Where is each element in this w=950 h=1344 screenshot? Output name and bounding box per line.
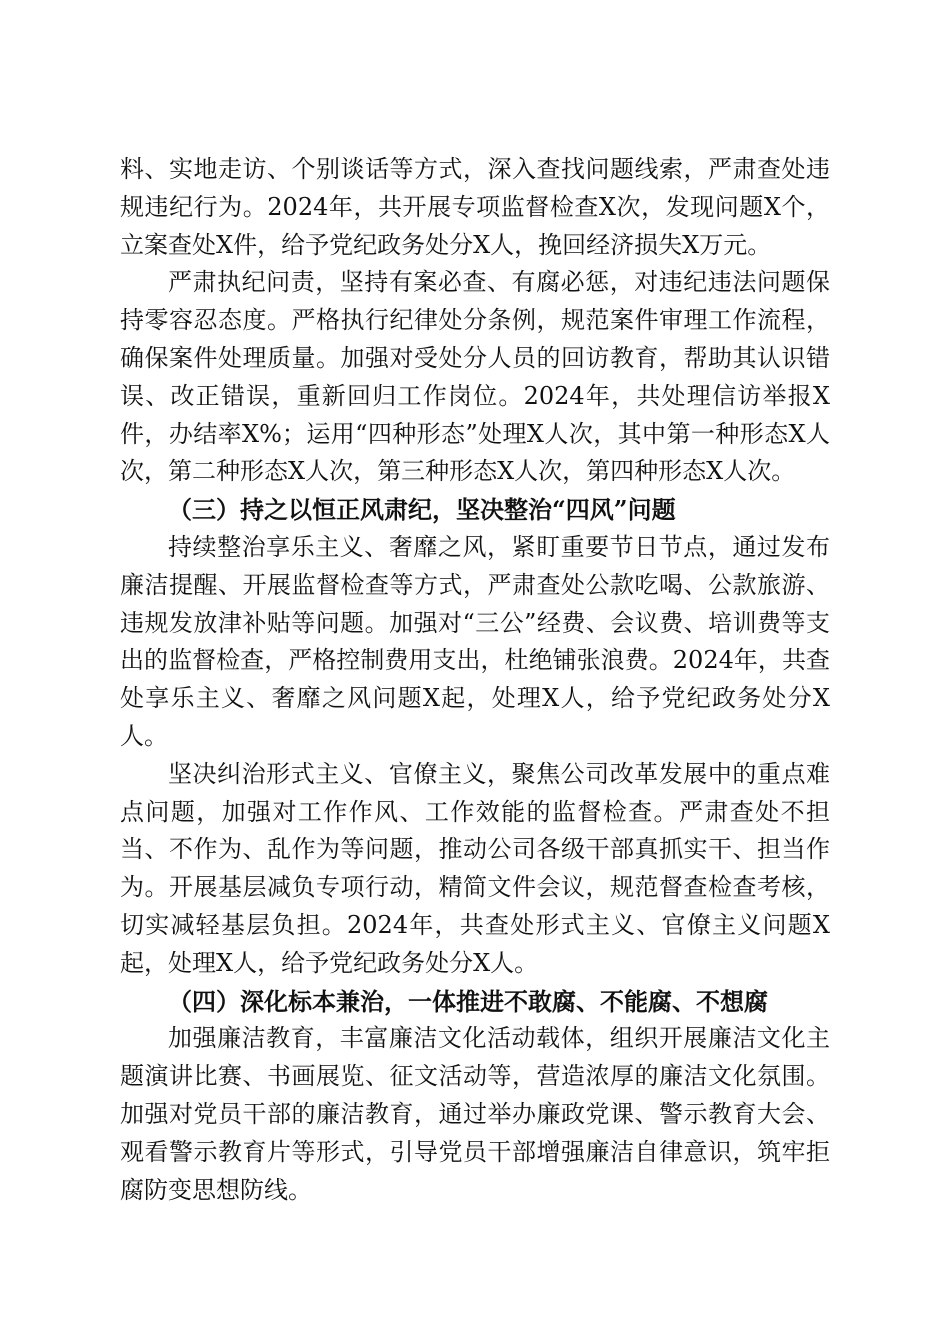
- paragraph-integrity-education: 加强廉洁教育，丰富廉洁文化活动载体，组织开展廉洁文化主题演讲比赛、书画展览、征文活动等，营造浓厚的廉洁文化氛围。加强对党员干部的廉洁教育，通过举办廉政党课、警示教育大会、观看警示教育片等形式，引导党员干部增强廉洁自律意识，筑牢拒腐防变思想防线。: [120, 1024, 830, 1204]
- paragraph-discipline-accountability: 严肃执纪问责，坚持有案必查、有腐必惩，对违纪违法问题保持零容忍态度。严格执行纪律处分条例，规范案件审理工作流程，确保案件处理质量。加强对受处分人员的回访教育，帮助其认识错误、改正错误，重新回归工作岗位。2024年，共处理信访举报X件，办结率X%；运用“四种形态”处理X人次，其中第一种形态X人次，第二种形态X人次，第三种形态X人次，第四种形态X人次。: [120, 268, 830, 486]
- paragraph-hedonism: 持续整治享乐主义、奢靡之风，紧盯重要节日节点，通过发布廉洁提醒、开展监督检查等方式，严肃查处公款吃喝、公款旅游、违规发放津补贴等问题。加强对“三公”经费、会议费、培训费等支出的监督检查，严格控制费用支出，杜绝铺张浪费。2024年，共查处享乐主义、奢靡之风问题X起，处理X人，给予党纪政务处分X人。: [120, 532, 830, 750]
- paragraph-continued: 料、实地走访、个别谈话等方式，深入查找问题线索，严肃查处违规违纪行为。2024年，共开展专项监督检查X次，发现问题X个，立案查处X件，给予党纪政务处分X人，挽回经济损失X万元。: [120, 155, 830, 259]
- document-body: [120, 151, 830, 1209]
- section-heading-three: （三）持之以恒正风肃纪，坚决整治“四风”问题: [168, 495, 676, 525]
- paragraph-formalism: 坚决纠治形式主义、官僚主义，聚焦公司改革发展中的重点难点问题，加强对工作作风、工作效能的监督检查。严肃查处不担当、不作为、乱作为等问题，推动公司各级干部真抓实干、担当作为。开展基层减负专项行动，精简文件会议，规范督查检查考核，切实减轻基层负担。2024年，共查处形式主义、官僚主义问题X起，处理X人，给予党纪政务处分X人。: [120, 759, 830, 977]
- section-heading-four: （四）深化标本兼治，一体推进不敢腐、不能腐、不想腐: [168, 986, 768, 1016]
